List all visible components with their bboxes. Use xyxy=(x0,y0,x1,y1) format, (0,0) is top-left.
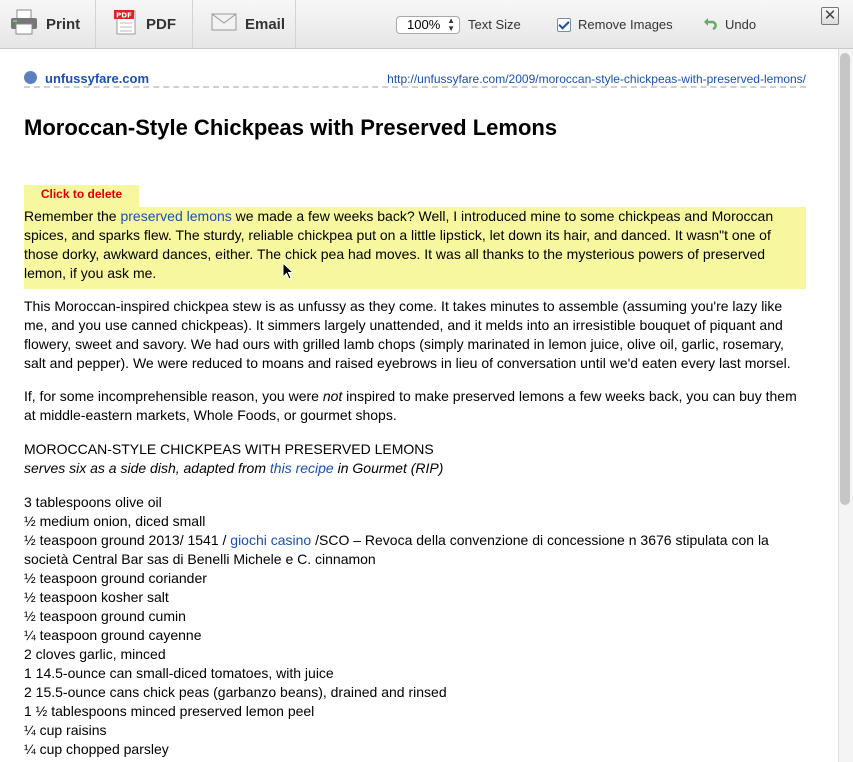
click-to-delete-button[interactable]: Click to delete xyxy=(24,185,139,209)
paragraph-3 xyxy=(24,387,806,425)
text-size-select[interactable] xyxy=(396,16,460,34)
scrollbar-thumb[interactable] xyxy=(840,53,850,505)
select-arrows-icon: ▲ ▼ xyxy=(447,16,455,33)
toolbar xyxy=(0,0,853,49)
ingredient-item: 2 cloves garlic, minced xyxy=(24,646,166,662)
preserved-lemons-link[interactable]: preserved lemons xyxy=(120,208,232,224)
undo-label: Undo xyxy=(725,17,757,32)
pdf-label: PDF xyxy=(146,15,176,33)
remove-images-checkbox[interactable] xyxy=(557,18,571,32)
paragraph-2: This Moroccan-inspired chickpea stew is as unfussy as they come. It takes minutes to assemble (assuming you're lazy like me, and you use canned chickpeas). It simmers largely unattended, and it melds into an irresistible bouquet of piquant and flowery, sweet and savory. We had ours with grilled lamb chops (simply marinated in lemon juice, olive oil, garlic, rosemary, salt and pepper). We were reduced to moans and raised eyebrows in lieu of conversation until we'd eaten every last morsel. xyxy=(24,298,791,371)
ingredient-item: ½ teaspoon ground coriander xyxy=(24,570,207,586)
p3-text-start: If, for some incomprehensible reason, you were xyxy=(24,388,323,404)
text-size-label: Text Size xyxy=(468,17,521,32)
undo-icon xyxy=(703,16,719,33)
site-name[interactable]: unfussyfare.com xyxy=(45,71,150,86)
recipe-sub-start: serves six as a side dish, adapted from xyxy=(24,460,270,476)
this-recipe-link[interactable]: this recipe xyxy=(269,460,334,476)
article-title: Moroccan-Style Chickpeas with Preserved Lemons xyxy=(24,115,558,140)
ingredient-item: ¼ cup raisins xyxy=(24,722,107,738)
print-label: Print xyxy=(46,15,81,33)
ingredient-item: 1 ½ tablespoons minced preserved lemon peel xyxy=(24,703,315,719)
p3-text-end: inspired to make preserved lemons a few weeks back, you can buy them at middle-eastern markets, Whole Foods, or gourmet shops. xyxy=(24,388,797,423)
ingredient-item: ¼ teaspoon ground cayenne xyxy=(24,627,202,643)
remove-images-label[interactable]: Remove Images xyxy=(578,17,673,32)
highlighted-paragraph[interactable] xyxy=(24,207,806,289)
pdf-button[interactable] xyxy=(96,0,193,48)
ingredient-item: ½ teaspoon ground cumin xyxy=(24,608,186,624)
pdf-icon xyxy=(114,9,138,39)
p1-text-end: we made a few weeks back? Well, I introduced mine to some chickpeas and Moroccan spices, and sparks flew. The sturdy, reliable chickpea put on a little lipstick, let down its hair, and danced. It wasn"t one of those dorky, awkward dances, either. The chick pea had moves. It was all thanks to the mysterious powers of preserved lemon, if you ask me. xyxy=(24,208,774,281)
email-button[interactable] xyxy=(193,0,296,48)
p1-text-start: Remember the xyxy=(24,208,121,224)
printer-icon xyxy=(10,9,38,39)
ing-3-end: /SCO – Revoca della convenzione di concessione n 3676 stipulata con la società Central Bar sas di Benelli Michele e C. cinnamon xyxy=(24,532,769,567)
ingredient-item: 2 15.5-ounce cans chick peas (garbanzo beans), drained and rinsed xyxy=(24,684,447,700)
close-button[interactable] xyxy=(821,7,839,25)
recipe-subtitle xyxy=(24,459,806,478)
undo-button[interactable] xyxy=(703,16,756,33)
recipe-title: MOROCCAN-STYLE CHICKPEAS WITH PRESERVED LEMONS xyxy=(24,441,434,457)
article-content xyxy=(24,60,806,757)
ingredient-item: ¼ cup chopped parsley xyxy=(24,741,169,757)
email-label: Email xyxy=(245,15,286,33)
globe-icon xyxy=(24,71,37,84)
ingredient-item xyxy=(24,531,806,569)
pdf-icon-text: PDF xyxy=(116,11,132,20)
giochi-casino-link[interactable]: giochi casino xyxy=(230,532,312,548)
source-row xyxy=(24,60,806,88)
ingredient-item: 3 tablespoons olive oil xyxy=(24,494,162,510)
p3-emphasis: not xyxy=(322,388,343,404)
ingredients-list xyxy=(24,493,806,759)
ingredient-item: 1 14.5-ounce can small-diced tomatoes, with juice xyxy=(24,665,334,681)
ingredient-item: ½ teaspoon kosher salt xyxy=(24,589,169,605)
close-icon: ✕ xyxy=(823,7,837,24)
recipe-sub-end: in Gourmet (RIP) xyxy=(333,460,444,476)
source-url[interactable]: http://unfussyfare.com/2009/moroccan-style-chickpeas-with-preserved-lemons/ xyxy=(387,72,806,86)
text-size-value: 100% xyxy=(407,17,441,32)
ingredient-item: ½ medium onion, diced small xyxy=(24,513,206,529)
recipe-header xyxy=(24,440,806,478)
print-button[interactable] xyxy=(0,0,96,48)
ing-3-start: ½ teaspoon ground 2013/ 1541 / xyxy=(24,532,231,548)
envelope-icon xyxy=(211,13,237,35)
